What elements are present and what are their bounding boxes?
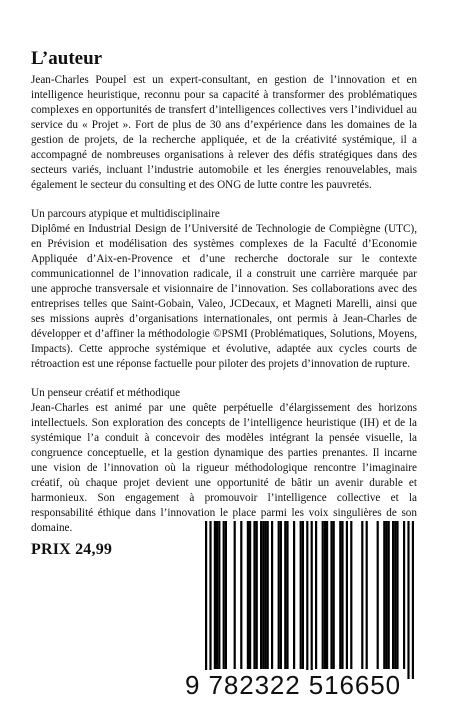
barcode-bar bbox=[264, 521, 266, 669]
barcode-bar bbox=[324, 521, 326, 669]
barcode-bar bbox=[260, 521, 262, 669]
barcode-bar bbox=[394, 521, 396, 669]
section-body-penseur: Jean-Charles est animé par une quête perpétuelle d’élargissement des horizons intellectuels. Son exploration des concepts de l’intelligence heuristique (IH) et de la systémique l’a conduit à concevoir des modèles intégrant la pensée visuelle, la congruence conceptuelle, et la gestion dynamique des parties prenantes. Il incarne une vision de l’innovation où la rigueur méthodologique rencontre l’imaginaire créatif, où chaque projet devient une opportunité de bâtir un avenir durable et harmonieux. Son engagement à promouvoir l’intelligence collective et la responsabilité éthique dans l’innovation le place parmi les voix singulières de son domaine. bbox=[31, 402, 417, 534]
barcode-bar bbox=[286, 521, 288, 669]
barcode-bar bbox=[293, 521, 295, 669]
section-heading-parcours: Un parcours atypique et multidisciplinaire bbox=[31, 208, 220, 220]
barcode-bar bbox=[366, 521, 368, 669]
barcode-bar bbox=[341, 521, 343, 669]
barcode-bar bbox=[377, 521, 379, 669]
barcode-bar bbox=[330, 521, 332, 669]
barcode-bar bbox=[249, 521, 251, 669]
barcode-bar bbox=[306, 521, 308, 679]
barcode-bar bbox=[234, 521, 236, 669]
isbn-row bbox=[183, 670, 427, 700]
barcode-bar bbox=[315, 521, 317, 669]
barcode-bar bbox=[333, 521, 335, 669]
page-title: L’auteur bbox=[31, 48, 103, 69]
barcode-bar bbox=[209, 521, 211, 679]
barcode-bar bbox=[412, 521, 414, 679]
barcode-bar bbox=[256, 521, 258, 669]
barcode-bar bbox=[247, 521, 249, 669]
barcode-bar bbox=[346, 521, 348, 669]
barcode-bar bbox=[385, 521, 387, 669]
section-body-parcours: Diplômé en Industrial Design de l’Université de Technologie de Compiègne (UTC), en Prévision et modélisation des systèmes complexes de la Faculté d’Economie Appliquée d’Aix-en-Provence et d’une recherche doctorale sur le contexte communicationnel de l’innovation radicale, il a construit une carrière marquée par une approche transversale et visionnaire de l’innovation. Ses collaborations avec des entreprises telles que Saint-Gobain, Valeo, JCDecaux, et Magneti Marelli, ainsi que ses missions auprès d’organisations internationales, ont permis à Jean-Charles de développer et d’affiner la méthodologie ©PSMI (Problématiques, Solutions, Moyens, Impacts). Cette approche systémique et évolutive, adaptée aux cycles courts de rétroaction est une réponse factuelle pour piloter des projets d’innovation de rupture. bbox=[31, 223, 417, 370]
barcode-bar bbox=[278, 521, 280, 669]
author-text-block bbox=[31, 48, 417, 536]
barcode-bar bbox=[388, 521, 390, 669]
section-heading-penseur: Un penseur créatif et méthodique bbox=[31, 387, 181, 399]
barcode-bar bbox=[271, 521, 273, 669]
barcode-bar bbox=[407, 521, 409, 679]
barcode-bar bbox=[225, 521, 227, 669]
barcode-bar bbox=[396, 521, 398, 669]
intro-paragraph: Jean-Charles Poupel est un expert-consultant, en gestion de l’innovation et en intelligence heuristique, reconnu pour sa capacité à transformer des problématiques complexes en opportunités de transfert d’intelligences collectives vers l’individuel au service du « Projet ». Fort de plus de 30 ans d’expérience dans les domaines de la gestion de projets, de la recherche appliquée, et de la créativité systémique, il a accompagné de nombreuses organisations à relever des défis stratégiques dans des secteurs variés, incluant l’industrie automobile et les énergies renouvelables, mais également le secteur du consulting et des ONG de lutte contre les pauvretés. bbox=[31, 74, 417, 191]
barcode-bar bbox=[280, 521, 282, 669]
barcode-bar bbox=[311, 521, 313, 679]
barcode-bar bbox=[216, 521, 218, 669]
barcode-bar bbox=[392, 521, 394, 669]
barcode-bar bbox=[302, 521, 304, 669]
barcode-bar bbox=[214, 521, 216, 669]
barcode-bar bbox=[240, 521, 242, 669]
barcode-bar bbox=[253, 521, 255, 669]
barcode-bar bbox=[262, 521, 264, 669]
barcode-bar bbox=[339, 521, 341, 669]
barcode-bar bbox=[383, 521, 385, 669]
barcode-bar bbox=[284, 521, 286, 669]
barcode-bar bbox=[350, 521, 352, 669]
isbn-digits: 9 782322 516650 bbox=[185, 670, 401, 700]
barcode-bar bbox=[326, 521, 328, 669]
barcode-bar bbox=[361, 521, 363, 669]
barcode-bar bbox=[300, 521, 302, 669]
barcode-bar bbox=[218, 521, 220, 669]
barcode-bar bbox=[223, 521, 225, 669]
barcode-bar bbox=[267, 521, 269, 669]
barcode-bar bbox=[322, 521, 324, 669]
barcode-bar bbox=[403, 521, 405, 669]
price-label: PRIX 24,99 bbox=[31, 541, 113, 558]
barcode-bar bbox=[205, 521, 207, 679]
